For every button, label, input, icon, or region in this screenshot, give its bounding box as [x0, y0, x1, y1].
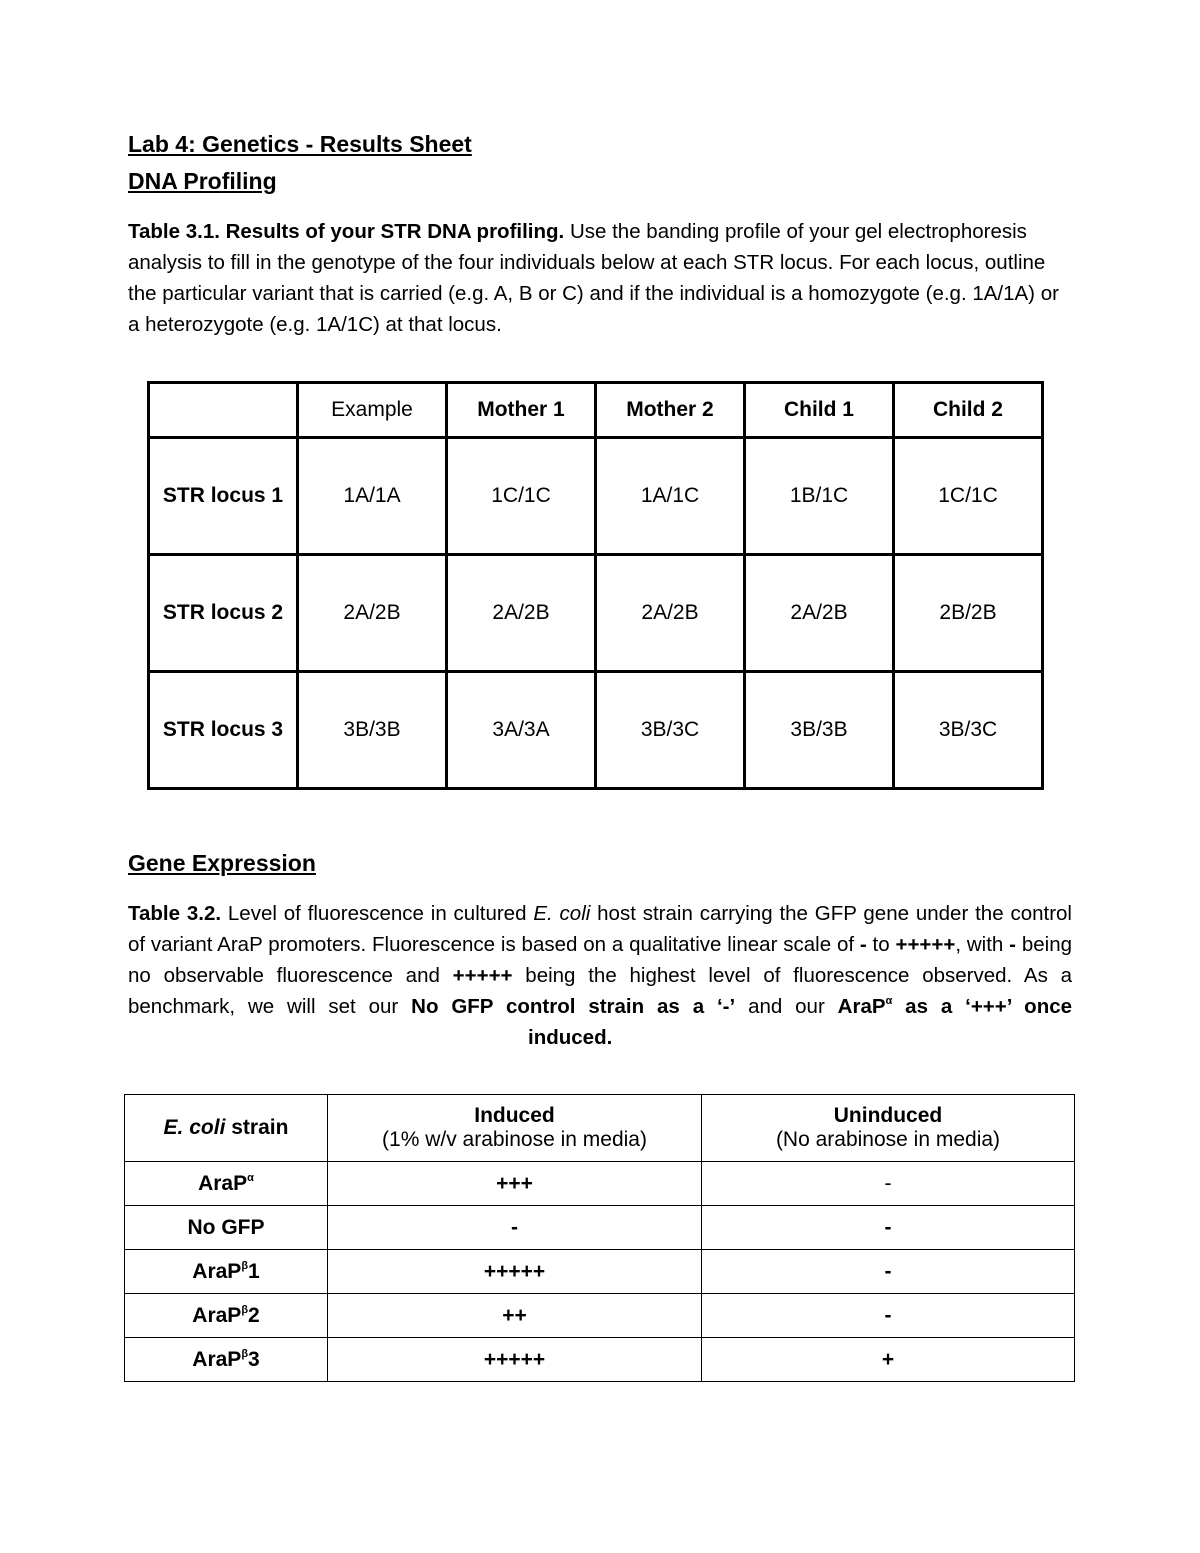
strain-cell: [125, 1162, 328, 1206]
scale-max: +++++: [452, 964, 513, 987]
table-row: [149, 672, 1043, 789]
strain-sup: α: [247, 1171, 254, 1184]
scale-min: -: [859, 933, 867, 956]
strain-suffix: 1: [248, 1259, 260, 1283]
genotype-cell: 1A/1C: [596, 438, 745, 555]
strain-sup: β: [241, 1303, 249, 1316]
table-row: [149, 555, 1043, 672]
table-3-1-caption: [128, 216, 1072, 340]
table-row: [125, 1250, 1075, 1294]
uninduced-cell: +: [702, 1338, 1075, 1382]
genotype-cell: 3B/3C: [596, 672, 745, 789]
table-3-1-text: Use the banding profile of your gel electrophoresis analysis to fill in the genotype of the four individuals below at each STR locus. For each locus, outline the particular variant that is carried (e.g. A, B or C) and if the individual is a homozygote (e.g. 1A/1A) or a heterozygote (e.g. 1A/1C) at that locus.: [128, 220, 1059, 336]
induced-cell: -: [328, 1206, 702, 1250]
induced-cell: ++: [328, 1294, 702, 1338]
strain-suffix: 2: [248, 1303, 260, 1327]
table-header-row: [125, 1095, 1075, 1162]
scale-max: +++++: [895, 933, 956, 956]
caption-text: and our: [735, 995, 838, 1018]
genotype-cell: 2A/2B: [298, 555, 447, 672]
caption-text: being the highest level of fluorescence observed. As a benchmark, we will set our: [128, 964, 1073, 1018]
uninduced-cell: -: [702, 1206, 1075, 1250]
genotype-cell: 3B/3B: [745, 672, 894, 789]
strain-cell: [125, 1294, 328, 1338]
header-cell: Mother 2: [596, 383, 745, 438]
table-3-2-caption: [128, 898, 1072, 1053]
strain-cell: [125, 1338, 328, 1382]
genotype-cell: 2A/2B: [596, 555, 745, 672]
table-row: [125, 1294, 1075, 1338]
caption-text: to: [866, 933, 896, 956]
locus-label: STR locus 1: [149, 438, 298, 555]
uninduced-cell: -: [702, 1250, 1075, 1294]
uninduced-cell: -: [702, 1162, 1075, 1206]
benchmark-induced: induced.: [528, 1026, 613, 1049]
header-cell: Mother 1: [447, 383, 596, 438]
table-row: [149, 438, 1043, 555]
strain-name: AraP: [192, 1303, 242, 1327]
strain-cell: [125, 1206, 328, 1250]
header-cell: Child 2: [894, 383, 1043, 438]
strain-name: AraP: [192, 1347, 242, 1371]
benchmark-once: as a ‘+++’ once: [892, 995, 1073, 1018]
strain-sup: β: [241, 1347, 249, 1360]
induced-cell: +++++: [328, 1250, 702, 1294]
genotype-cell: 3A/3A: [447, 672, 596, 789]
genotype-cell: 1A/1A: [298, 438, 447, 555]
benchmark-nogfp: No GFP control strain as a ‘-’: [411, 995, 736, 1018]
strain-cell: [125, 1250, 328, 1294]
uninduced-header: [702, 1095, 1075, 1162]
table-3-1-label: Table 3.1. Results of your STR DNA profiling.: [128, 220, 565, 243]
locus-label: STR locus 3: [149, 672, 298, 789]
caption-text: host strain carrying the GFP gene under the control of variant AraP promoters. Fluorescence is based on a qualitative linear scale of: [128, 902, 1072, 956]
genotype-cell: 1C/1C: [447, 438, 596, 555]
caption-text: Level of fluorescence in cultured: [221, 902, 534, 925]
induced-cell: +++: [328, 1162, 702, 1206]
strain-header: [125, 1095, 328, 1162]
strain-name: AraP: [192, 1259, 242, 1283]
table-header-row: [149, 383, 1043, 438]
strain-suffix: 3: [248, 1347, 260, 1371]
page-title: Lab 4: Genetics - Results Sheet: [128, 131, 472, 157]
table-row: [125, 1206, 1075, 1250]
genotype-cell: 2B/2B: [894, 555, 1043, 672]
scale-min: -: [1009, 933, 1016, 956]
caption-text: being no observable fluorescence and: [128, 933, 1072, 987]
table-row: [125, 1338, 1075, 1382]
strain-header-italic: E. coli: [163, 1116, 226, 1139]
header-cell: [149, 383, 298, 438]
caption-text: , with: [955, 933, 1010, 956]
induced-header: [328, 1095, 702, 1162]
uninduced-cell: -: [702, 1294, 1075, 1338]
gfp-fluorescence-table: [124, 1094, 1075, 1382]
benchmark-sup: α: [885, 995, 893, 1007]
strain-name: AraP: [198, 1171, 248, 1195]
induced-header-label: Induced: [474, 1104, 555, 1127]
strain-name: No GFP: [187, 1215, 265, 1239]
strain-header-text: strain: [225, 1116, 289, 1139]
locus-label: STR locus 2: [149, 555, 298, 672]
gene-expression-heading: Gene Expression: [128, 850, 316, 876]
genotype-cell: 3B/3C: [894, 672, 1043, 789]
table-row: [125, 1162, 1075, 1206]
genotype-cell: 1C/1C: [894, 438, 1043, 555]
genotype-cell: 2A/2B: [745, 555, 894, 672]
header-cell: Child 1: [745, 383, 894, 438]
uninduced-header-label: Uninduced: [833, 1104, 943, 1127]
caption-italic: E. coli: [533, 902, 591, 925]
dna-profiling-heading: DNA Profiling: [128, 168, 277, 194]
genotype-cell: 2A/2B: [447, 555, 596, 672]
genotype-cell: 3B/3B: [298, 672, 447, 789]
genotype-cell: 1B/1C: [745, 438, 894, 555]
header-cell: Example: [298, 383, 447, 438]
induced-header-sub: (1% w/v arabinose in media): [382, 1128, 647, 1151]
str-profile-table: [147, 381, 1044, 790]
benchmark-arap: AraP: [837, 995, 886, 1018]
induced-cell: +++++: [328, 1338, 702, 1382]
strain-sup: β: [241, 1259, 249, 1272]
table-3-2-label: Table 3.2.: [128, 902, 222, 925]
uninduced-header-sub: (No arabinose in media): [775, 1128, 1001, 1151]
